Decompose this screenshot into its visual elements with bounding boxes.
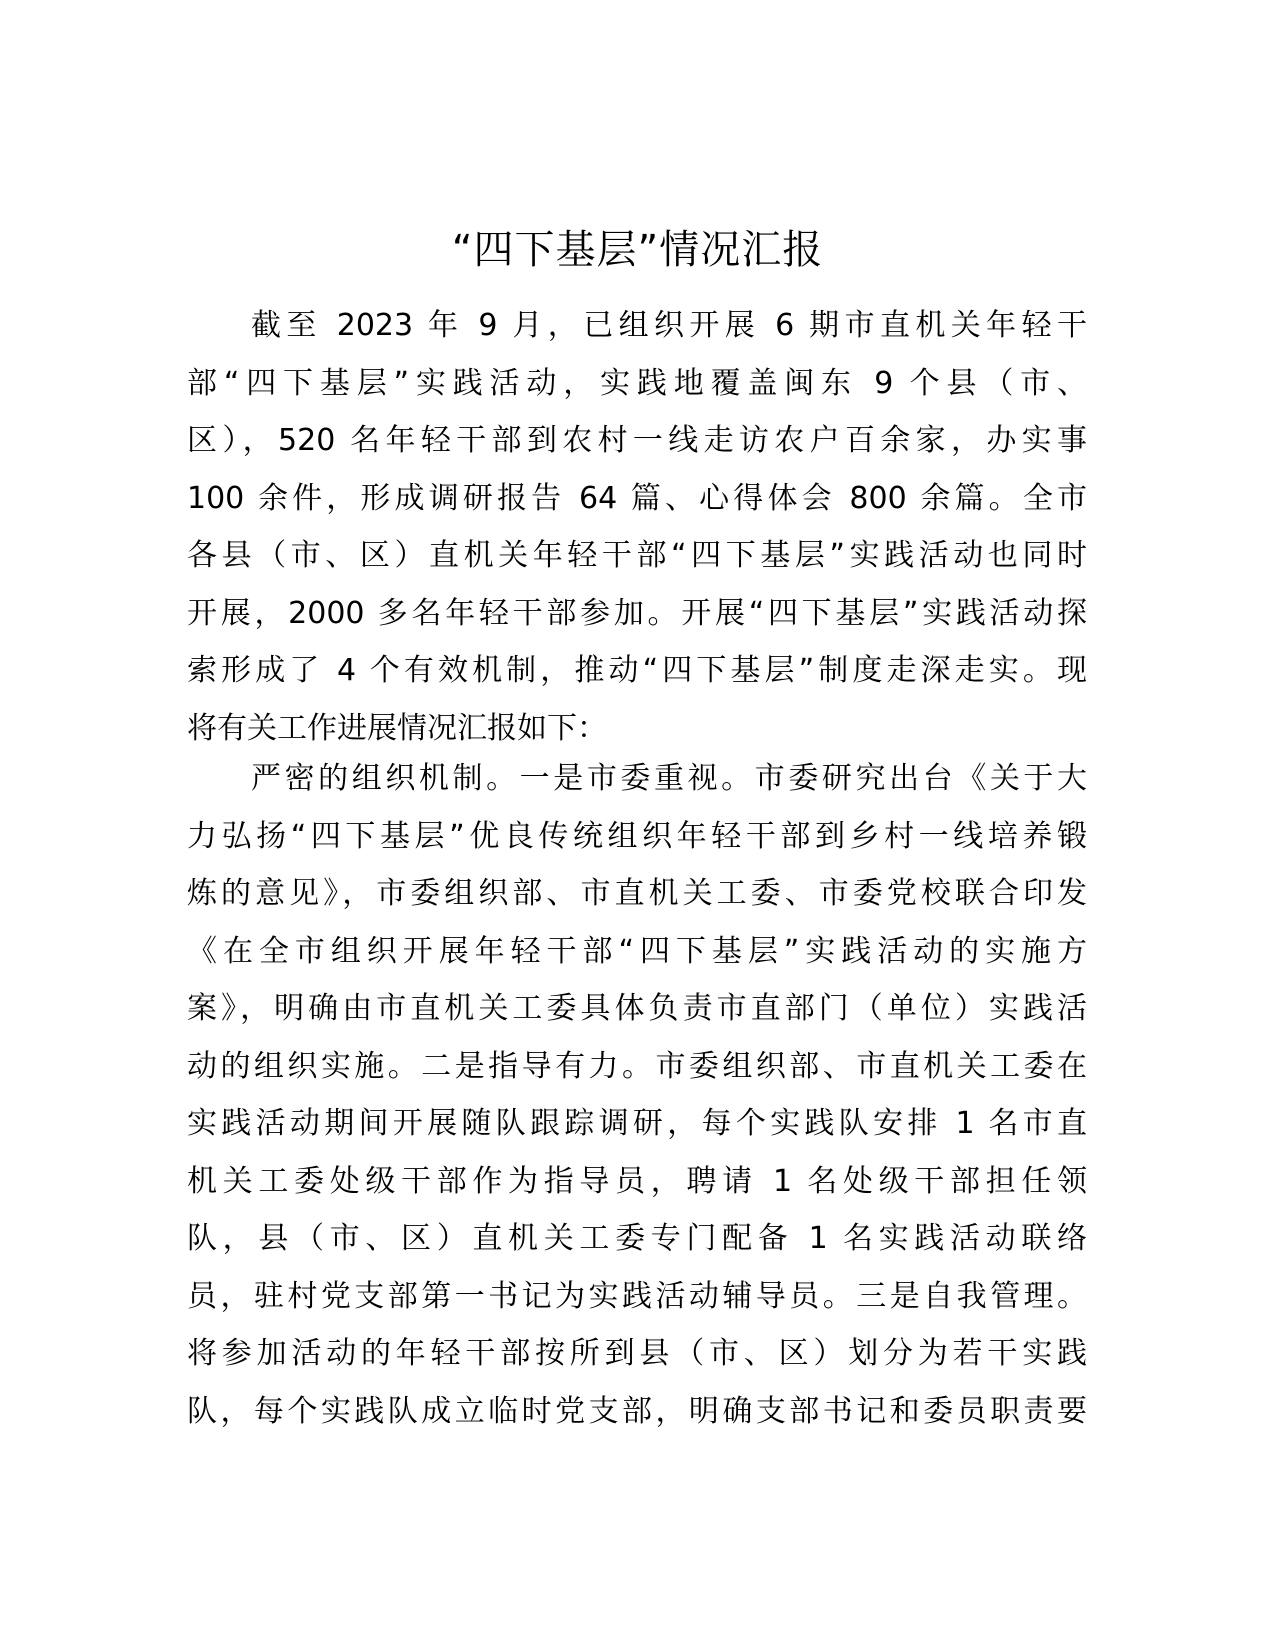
text-line: 机关工委处级干部作为指导员，聘请 1 名处级干部担任领 bbox=[187, 1163, 1087, 1199]
paragraph-organization-mechanism bbox=[187, 750, 1087, 1440]
document-title: “四下基层”情况汇报 bbox=[451, 227, 824, 273]
text-line: 炼的意见》，市委组织部、市直机关工委、市委党校联合印发 bbox=[187, 876, 1087, 911]
text-line: 员，驻村党支部第一书记为实践活动辅导员。三是自我管理。 bbox=[187, 1278, 1087, 1314]
text-line: 将有关工作进展情况汇报如下： bbox=[187, 710, 607, 746]
text-line: 《在全市组织开展年轻干部“四下基层”实践活动的实施方 bbox=[187, 933, 1087, 969]
text-line: 开展，2000 多名年轻干部参加。开展“四下基层”实践活动探 bbox=[187, 595, 1087, 631]
text-line: 各县（市、区）直机关年轻干部“四下基层”实践活动也同时 bbox=[187, 538, 1087, 573]
text-line: 区），520 名年轻干部到农村一线走访农户百余家，办实事 bbox=[187, 423, 1087, 458]
text-line: 力弘扬“四下基层”优良传统组织年轻干部到乡村一线培养锻 bbox=[187, 818, 1087, 854]
text-line: 动的组织实施。二是指导有力。市委组织部、市直机关工委在 bbox=[187, 1048, 1087, 1084]
text-line: 队，县（市、区）直机关工委专门配备 1 名实践活动联络 bbox=[187, 1221, 1087, 1256]
text-line: 将参加活动的年轻干部按所到县（市、区）划分为若干实践 bbox=[187, 1336, 1087, 1371]
text-line: 100 余件，形成调研报告 64 篇、心得体会 800 余篇。全市 bbox=[187, 480, 1087, 516]
text-line: 案》，明确由市直机关工委具体负责市直部门（单位）实践活 bbox=[187, 991, 1087, 1026]
text-line: 队，每个实践队成立临时党支部，明确支部书记和委员职责要 bbox=[187, 1393, 1087, 1429]
paragraph-summary bbox=[187, 297, 1087, 757]
text-line: 实践活动期间开展随队跟踪调研，每个实践队安排 1 名市直 bbox=[187, 1106, 1087, 1141]
text-line: 截至 2023 年 9 月，已组织开展 6 期市直机关年轻干 bbox=[251, 308, 1087, 343]
text-line: 严密的组织机制。一是市委重视。市委研究出台《关于大 bbox=[251, 761, 1087, 796]
text-line: 部“四下基层”实践活动，实践地覆盖闽东 9 个县（市、 bbox=[187, 365, 1087, 401]
text-line: 索形成了 4 个有效机制，推动“四下基层”制度走深走实。现 bbox=[187, 653, 1087, 688]
